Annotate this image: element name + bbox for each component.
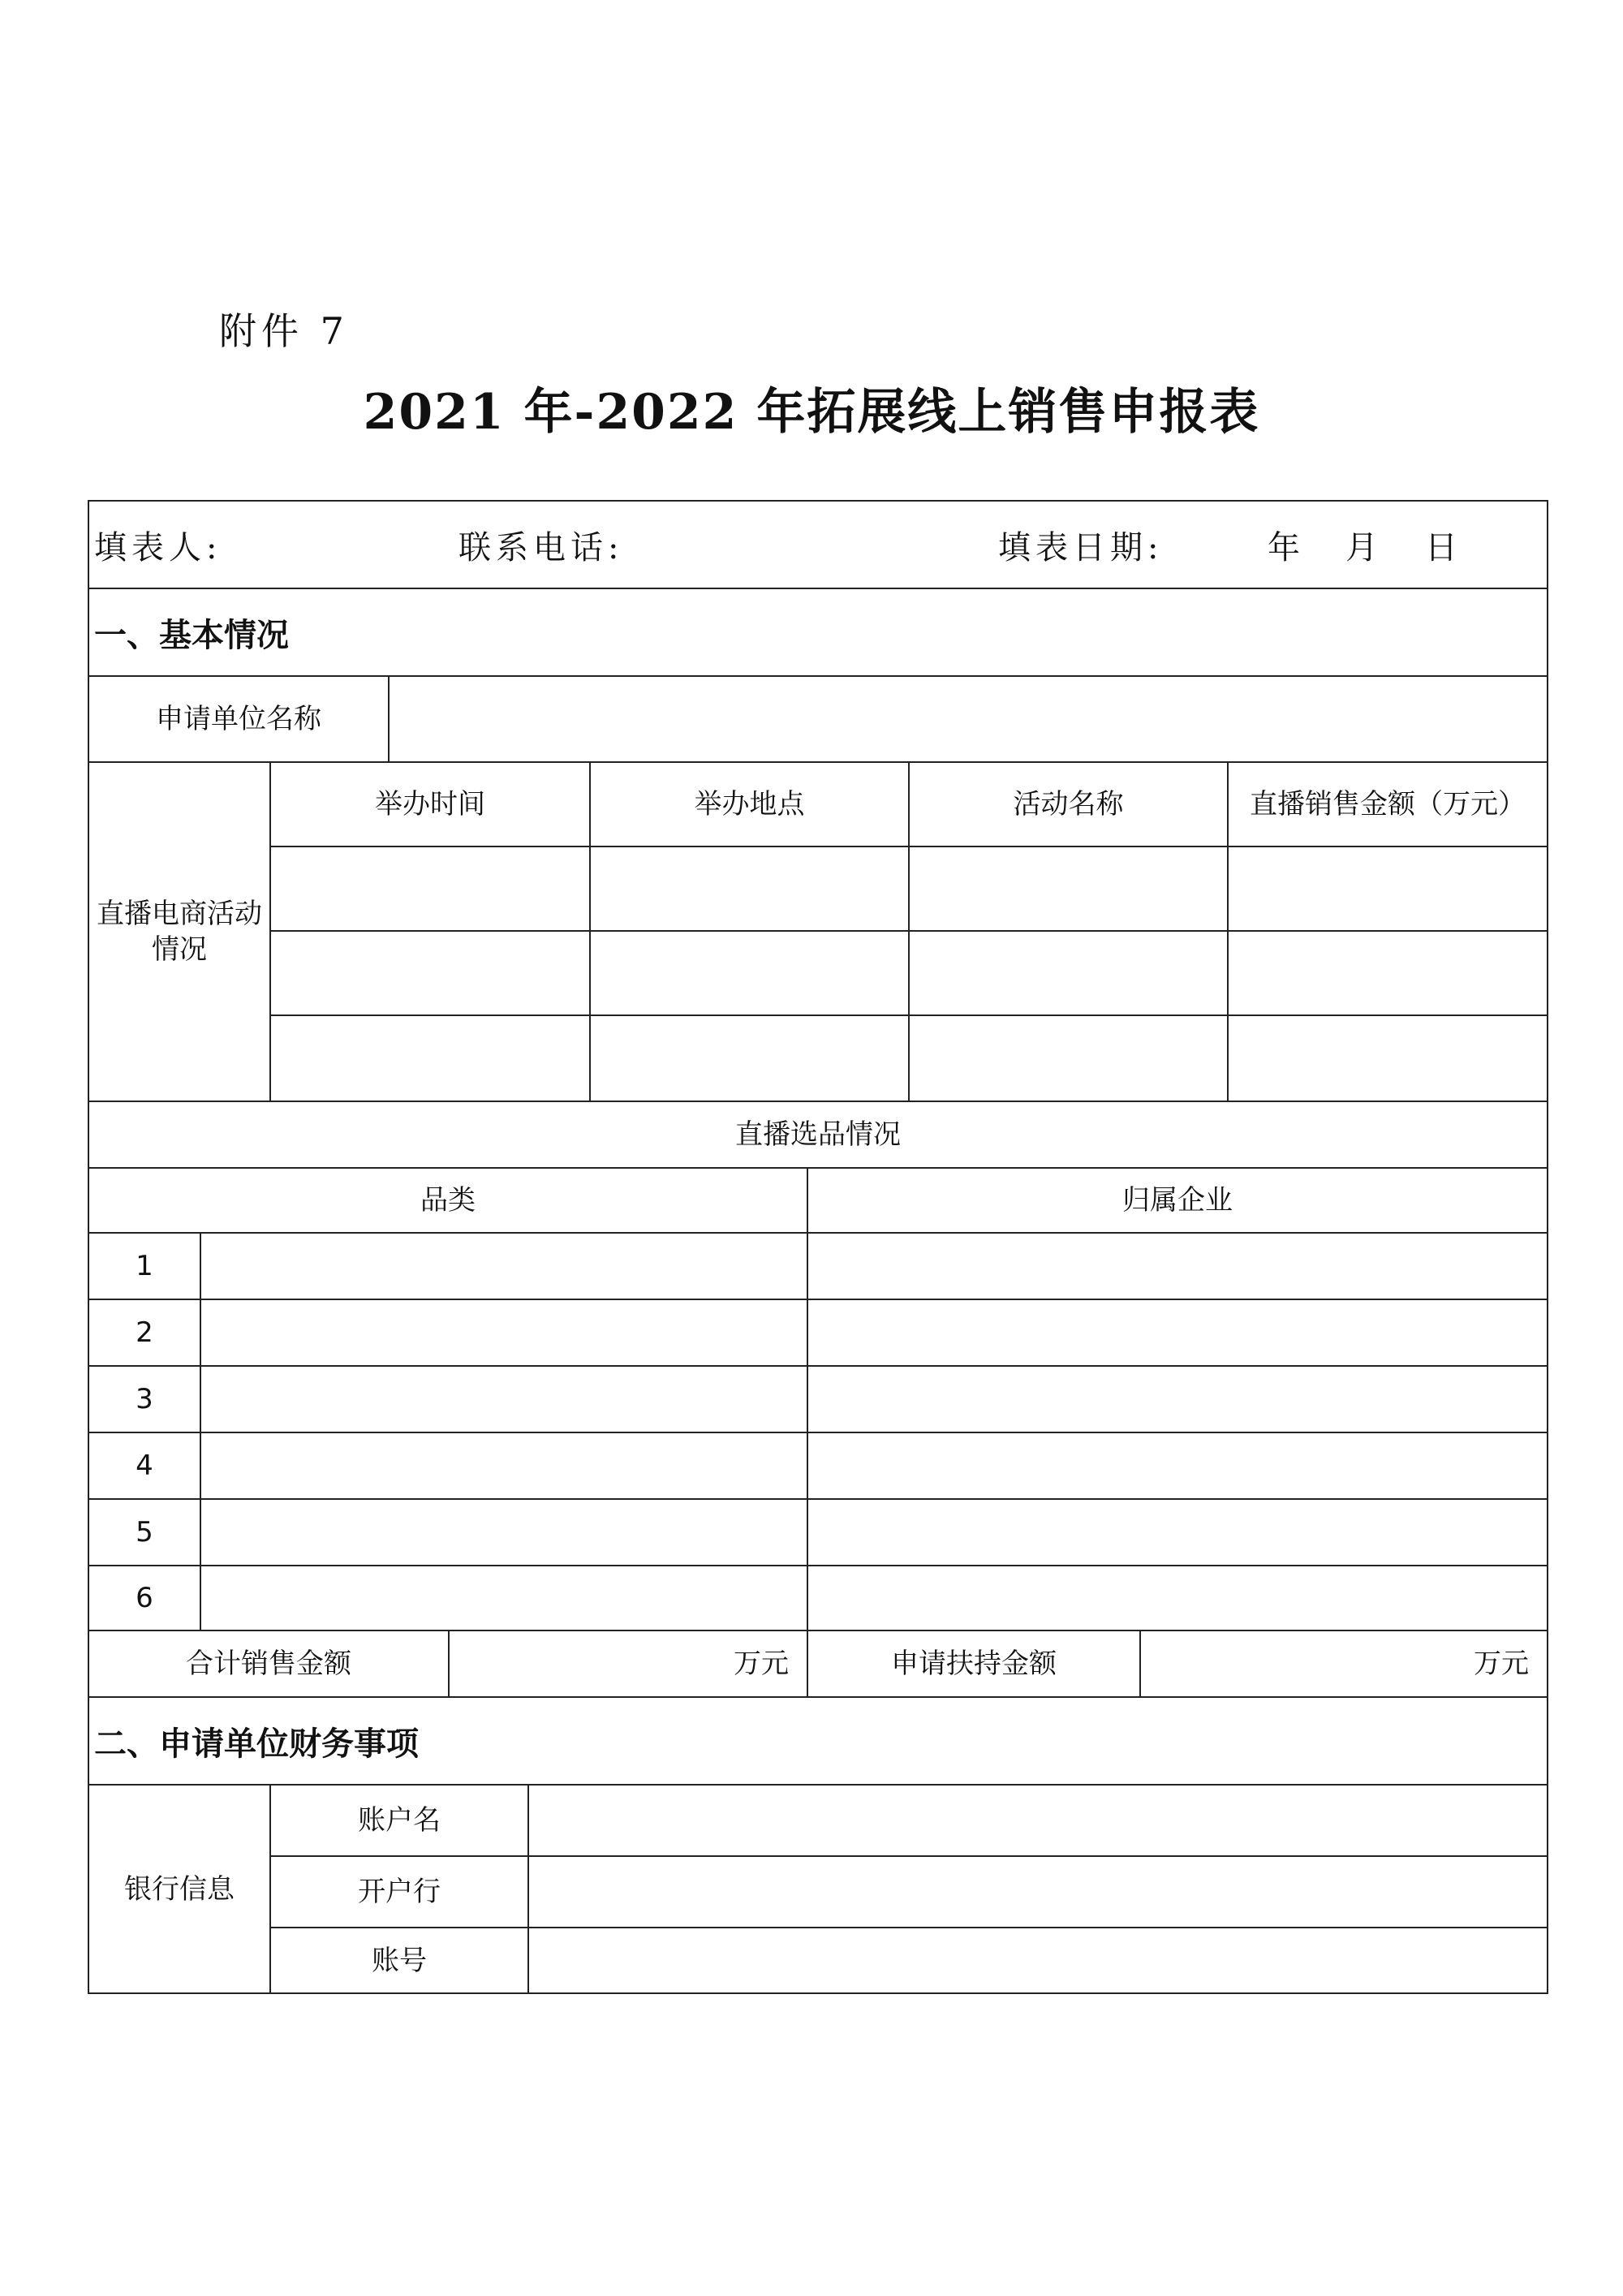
activity-sales-input[interactable] — [1229, 847, 1547, 930]
activity-time-input[interactable] — [271, 932, 589, 1014]
column-header-sales: 直播销售金额（万元） — [1250, 788, 1526, 821]
account-number-input[interactable] — [529, 1928, 1547, 1992]
activity-name-input[interactable] — [910, 847, 1227, 930]
row-number: 1 — [136, 1250, 153, 1282]
column-header-time: 举办时间 — [375, 788, 485, 821]
selection-title: 直播选品情况 — [735, 1118, 901, 1151]
activity-location-input[interactable] — [591, 1016, 908, 1101]
company-input[interactable] — [808, 1566, 1547, 1630]
category-input[interactable] — [201, 1433, 807, 1498]
column-header-activity: 活动名称 — [1013, 788, 1124, 821]
total-sales-label: 合计销售金额 — [186, 1648, 351, 1680]
phone-label: 联系电话: — [458, 528, 624, 566]
bank-name-input[interactable] — [529, 1857, 1547, 1927]
activity-time-input[interactable] — [271, 847, 589, 930]
category-header: 品类 — [420, 1184, 476, 1217]
activity-name-input[interactable] — [910, 1016, 1227, 1101]
category-input[interactable] — [201, 1367, 807, 1432]
account-name-input[interactable] — [529, 1786, 1547, 1855]
activity-time-input[interactable] — [271, 1016, 589, 1101]
total-sales-unit: 万元 — [734, 1648, 789, 1680]
support-amount-label: 申请扶持金额 — [891, 1648, 1057, 1680]
activity-location-input[interactable] — [591, 932, 908, 1014]
company-input[interactable] — [808, 1433, 1547, 1498]
row-number: 5 — [136, 1516, 153, 1549]
divider — [89, 588, 1547, 589]
day-label: 日 — [1425, 528, 1462, 566]
company-input[interactable] — [808, 1367, 1547, 1432]
section-basic-title: 一、基本情况 — [94, 616, 289, 654]
category-input[interactable] — [201, 1500, 807, 1565]
bank-name-label: 开户行 — [358, 1876, 441, 1908]
activity-sales-input[interactable] — [1229, 932, 1547, 1014]
live-activity-label: 直播电商活动情况 — [97, 898, 262, 966]
attachment-label: 附件 7 — [219, 309, 349, 353]
company-input[interactable] — [808, 1300, 1547, 1365]
account-name-label: 账户名 — [358, 1804, 441, 1837]
category-input[interactable] — [201, 1566, 807, 1630]
support-amount-input[interactable] — [1141, 1631, 1547, 1696]
filler-label: 填表人: — [94, 528, 222, 566]
activity-sales-input[interactable] — [1229, 1016, 1547, 1101]
fill-date-label: 填表日期: — [998, 528, 1164, 566]
application-form — [88, 500, 1548, 1994]
category-input[interactable] — [201, 1234, 807, 1299]
year-label: 年 — [1268, 528, 1305, 566]
row-number: 2 — [136, 1316, 153, 1349]
total-sales-input[interactable] — [450, 1631, 807, 1696]
company-input[interactable] — [808, 1500, 1547, 1565]
account-number-label: 账号 — [372, 1944, 427, 1977]
month-label: 月 — [1345, 528, 1383, 566]
row-number: 6 — [136, 1582, 153, 1614]
bank-info-label: 银行信息 — [124, 1872, 235, 1906]
applicant-name-label: 申请单位名称 — [156, 703, 321, 735]
section-finance-title: 二、申请单位财务事项 — [94, 1725, 419, 1763]
support-amount-unit: 万元 — [1474, 1648, 1529, 1680]
company-input[interactable] — [808, 1234, 1547, 1299]
form-title: 2021 年-2022 年拓展线上销售申报表 — [363, 384, 1260, 441]
activity-location-input[interactable] — [591, 847, 908, 930]
activity-name-input[interactable] — [910, 932, 1227, 1014]
row-number: 4 — [136, 1450, 153, 1482]
row-number: 3 — [136, 1383, 153, 1415]
applicant-name-input[interactable] — [390, 677, 1547, 761]
category-input[interactable] — [201, 1300, 807, 1365]
column-header-location: 举办地点 — [694, 788, 805, 821]
company-header: 归属企业 — [1122, 1184, 1233, 1217]
